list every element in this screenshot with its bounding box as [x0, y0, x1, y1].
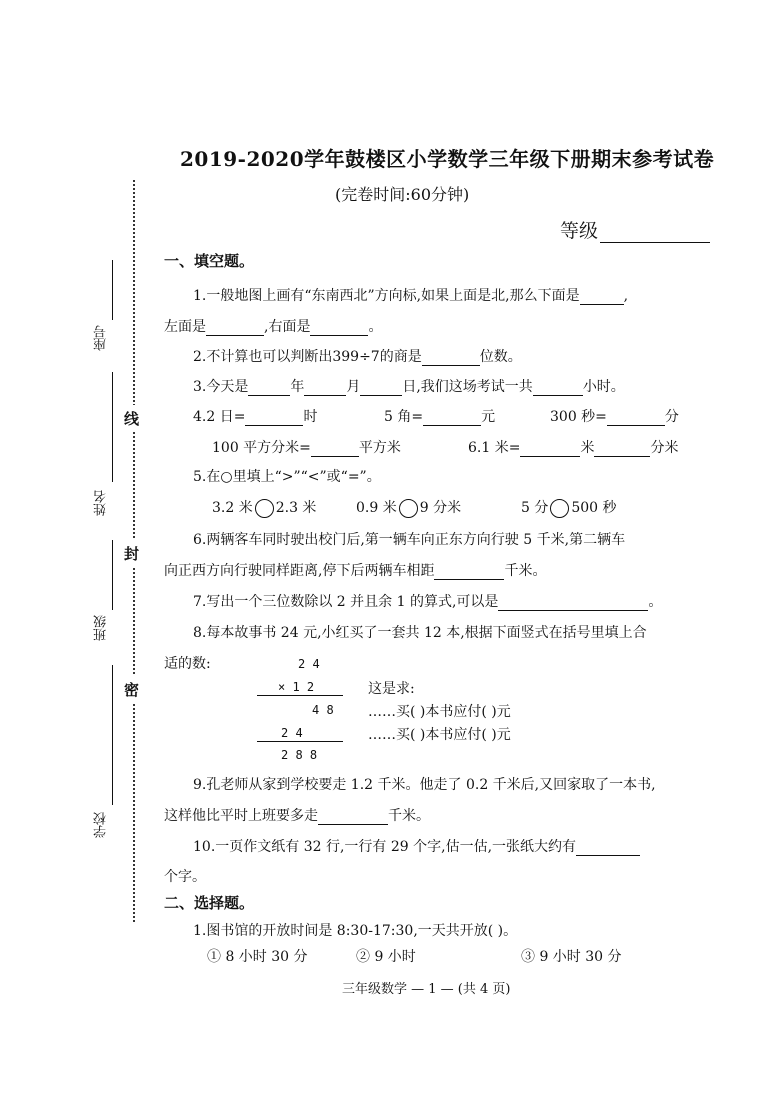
page-title: 2019-2020学年鼓楼区小学数学三年级下册期末参考试卷 — [180, 147, 715, 171]
question-1b: 左面是 ,右面是 。 — [164, 319, 383, 335]
question-1a: 1.一般地图上画有“东南西北”方向标,如果上面是北,那么下面是 , — [193, 288, 629, 304]
grade-field — [560, 216, 710, 243]
compare-circle[interactable] — [255, 499, 274, 518]
school-blank[interactable] — [112, 665, 113, 805]
calc-rule-2 — [257, 741, 343, 742]
calc-fill-line-1: ……买( )本书应付( )元 — [368, 704, 511, 720]
question-10b: 个字。 — [164, 869, 206, 885]
calc-note: 这是求: — [368, 681, 415, 697]
question-8b: 适的数: — [164, 656, 211, 672]
grade-label: 等级 — [560, 220, 599, 242]
answer-blank[interactable] — [423, 411, 481, 426]
grade-blank[interactable] — [600, 224, 710, 243]
answer-blank[interactable] — [311, 442, 359, 457]
school-label: 学校 — [94, 812, 109, 838]
calc-fill-line-2: ……买( )本书应付( )元 — [368, 727, 511, 743]
answer-blank[interactable] — [434, 565, 504, 580]
question-4e: 6.1 米= 米 分米 — [468, 440, 679, 456]
question-2: 2.不计算也可以判断出399÷7的商是 位数。 — [193, 349, 522, 365]
answer-blank[interactable] — [498, 596, 648, 611]
answer-blank[interactable] — [304, 381, 346, 396]
question-4b: 5 角= 元 — [384, 409, 496, 425]
calc-row-5: 2 8 8 — [281, 748, 318, 762]
class-blank[interactable] — [112, 540, 113, 610]
answer-blank[interactable] — [206, 321, 264, 336]
choice-option-2[interactable]: ② 9 小时 — [356, 949, 416, 965]
answer-blank[interactable] — [245, 411, 303, 426]
answer-blank[interactable] — [422, 351, 480, 366]
question-4c: 300 秒= 分 — [550, 409, 679, 425]
name-label: 姓名 — [94, 490, 109, 516]
compare-circle[interactable] — [550, 499, 569, 518]
section2-heading: 二、选择题。 — [164, 894, 255, 912]
answer-blank[interactable] — [360, 381, 402, 396]
question-4a: 4.2 日= 时 — [193, 409, 318, 425]
compare-b: 0.9 米 9 分米 — [356, 500, 462, 516]
question-4d: 100 平方分米= 平方米 — [212, 440, 401, 456]
exam-duration: (完卷时间:60分钟) — [335, 185, 470, 204]
answer-blank[interactable] — [310, 321, 368, 336]
name-blank[interactable] — [112, 372, 113, 482]
choice-option-3[interactable]: ③ 9 小时 30 分 — [521, 949, 622, 965]
question-9a: 9.孔老师从家到学校要走 1.2 千米。他走了 0.2 千米后,又回家取了一本书, — [193, 777, 656, 793]
section1-heading: 一、填空题。 — [164, 252, 255, 270]
answer-blank[interactable] — [520, 442, 580, 457]
calc-row-2: × 1 2 — [278, 680, 315, 694]
compare-a: 3.2 米 2.3 米 — [212, 500, 317, 516]
answer-blank[interactable] — [318, 810, 388, 825]
question-9b: 这样他比平时上班要多走 千米。 — [164, 808, 430, 824]
page-footer: 三年级数学 — 1 — (共 4 页) — [342, 982, 511, 997]
question-3: 3.今天是 年 月 日,我们这场考试一共 小时。 — [193, 379, 625, 395]
answer-blank[interactable] — [580, 290, 624, 305]
question-6b: 向正西方向行驶同样距离,停下后两辆车相距 千米。 — [164, 563, 547, 579]
question-7: 7.写出一个三位数除以 2 并且余 1 的算式,可以是 。 — [193, 594, 663, 610]
answer-blank[interactable] — [248, 381, 290, 396]
answer-blank[interactable] — [533, 381, 583, 396]
choice-question-1: 1.图书馆的开放时间是 8:30-17:30,一天共开放( )。 — [193, 923, 518, 939]
seal-line-char: 线 — [124, 405, 139, 432]
seal-secret-char: 密 — [124, 676, 139, 703]
seat-label: 座号 — [94, 325, 109, 351]
answer-blank[interactable] — [594, 442, 650, 457]
question-5: 5.在○里填上“>”“<”或“=”。 — [193, 469, 381, 485]
class-label: 班级 — [94, 615, 109, 641]
calc-row-3: 4 8 — [312, 703, 334, 717]
seal-seal-char: 封 — [124, 540, 139, 567]
choice-option-1[interactable]: ① 8 小时 30 分 — [207, 949, 308, 965]
answer-blank[interactable] — [576, 841, 640, 856]
seat-blank[interactable] — [112, 260, 113, 320]
calc-row-1: 2 4 — [298, 657, 320, 671]
compare-circle[interactable] — [399, 499, 418, 518]
question-8a: 8.每本故事书 24 元,小红买了一套共 12 本,根据下面竖式在括号里填上合 — [193, 625, 647, 641]
calc-rule-1 — [257, 695, 343, 696]
question-6a: 6.两辆客车同时驶出校门后,第一辆车向正东方向行驶 5 千米,第二辆车 — [193, 532, 626, 548]
compare-c: 5 分 500 秒 — [521, 500, 617, 516]
question-10a: 10.一页作文纸有 32 行,一行有 29 个字,估一估,一张纸大约有 — [193, 836, 640, 856]
answer-blank[interactable] — [607, 411, 665, 426]
calc-row-4: 2 4 — [281, 726, 303, 740]
